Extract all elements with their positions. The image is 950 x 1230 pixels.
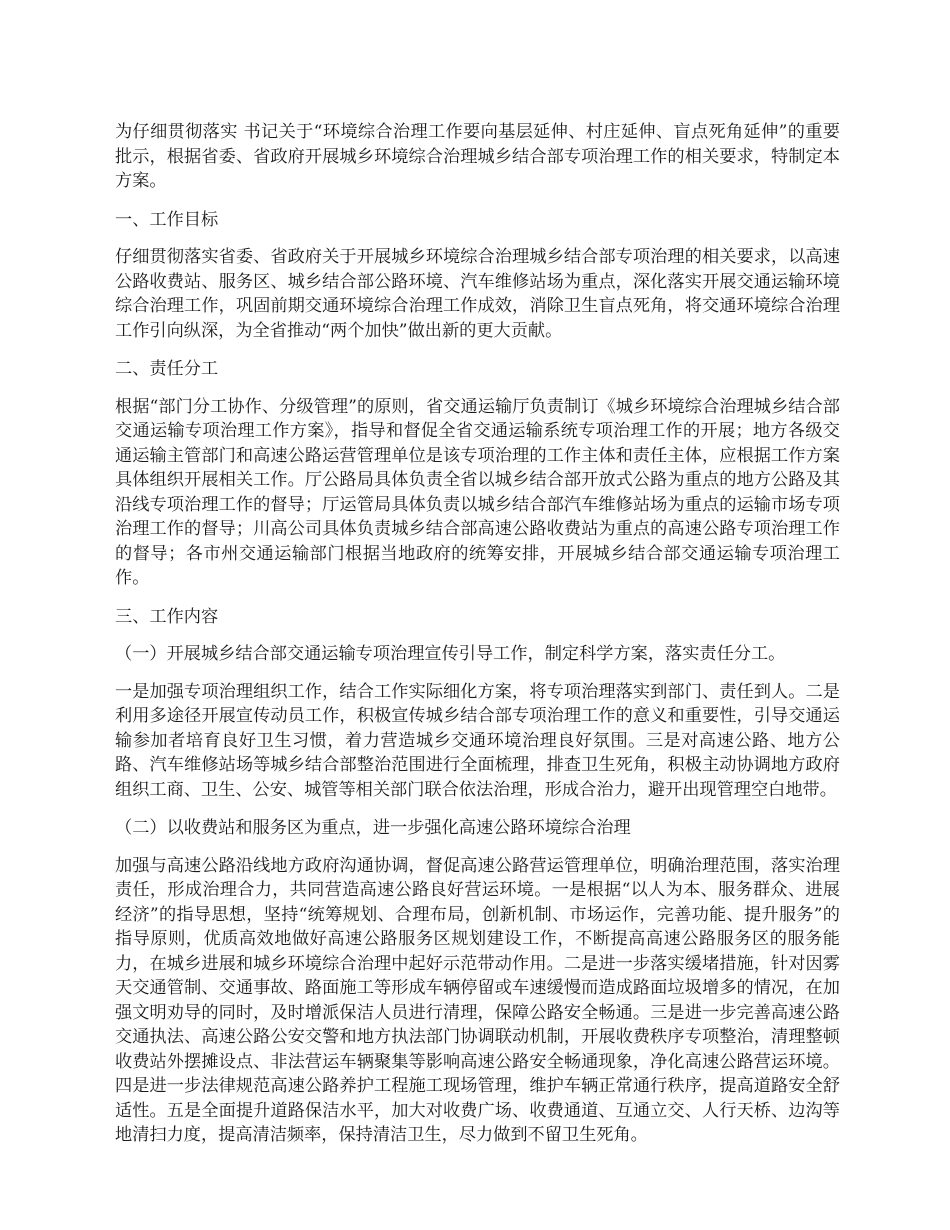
section-2-heading: 二、责任分工 <box>115 359 219 379</box>
document-page <box>115 120 840 1162</box>
subsection-2-heading: （二）以收费站和服务区为重点，进一步强化高速公路环境综合治理 <box>115 818 631 838</box>
intro-paragraph: 为仔细贯彻落实 书记关于“环境综合治理工作要向基层延伸、村庄延伸、盲点死角延伸”的重要批示，根据省委、省政府开展城乡环境综合治理城乡结合部专项治理工作的相关要求，特制定本方案。 <box>115 122 840 191</box>
section-1-heading: 一、工作目标 <box>115 209 219 230</box>
section-2-paragraph: 根据“部门分工协作、分级管理”的原则，省交通运输厅负责制订《城乡环境综合治理城乡结合部交通运输专项治理工作方案》，指导和督促全省交通运输系统专项治理工作的开展；地方各级交通运输主管部门和高速公路运营管理单位是该专项治理的工作主体和责任主体，应根据工作方案具体组织开展相关工作。厅公路局具体负责全省以城乡结合部开放式公路为重点的地方公路及其沿线专项治理工作的督导；厅运管局具体负责以城乡结合部汽车维修站场为重点的运输市场专项治理工作的督导；川高公司具体负责城乡结合部高速公路收费站为重点的高速公路专项治理工作的督导；各市州交通运输部门根据当地政府的统筹安排，开展城乡结合部交通运输专项治理工作。 <box>115 396 840 588</box>
subsection-2-paragraph: 加强与高速公路沿线地方政府沟通协调，督促高速公路营运管理单位，明确治理范围，落实治理责任，形成治理合力，共同营造高速公路良好营运环境。一是根据“以人为本、服务群众、进展经济”的指导思想，坚持“统筹规划、合理布局，创新机制、市场运作，完善功能、提升服务”的指导原则，优质高效地做好高速公路服务区规划建设工作，不断提高高速公路服务区的服务能力，在城乡进展和城乡环境综合治理中起好示范带动作用。二是进一步落实缓堵措施，针对因雾天交通管制、交通事故、路面施工等形成车辆停留或车速缓慢而造成路面垃圾增多的情况，在加强文明劝导的同时，及时增派保洁人员进行清理，保障公路安全畅通。三是进一步完善高速公路交通执法、高速公路公安交警和地方执法部门协调联动机制，开展收费秩序专项整治，清理整顿收费站外摆摊设点、非法营运车辆聚集等影响高速公路安全畅通现象，净化高速公路营运环境。四是进一步法律规范高速公路养护工程施工现场管理，维护车辆正常通行秩序，提高道路安全舒适性。五是全面提升道路保洁水平，加大对收费广场、收费通道、互通立交、人行天桥、边沟等地清扫力度，提高清洁频率，保持清洁卫生，尽力做到不留卫生死角。 <box>115 855 840 1145</box>
subsection-1-paragraph: 一是加强专项治理组织工作，结合工作实际细化方案，将专项治理落实到部门、责任到人。二是利用多途径开展宣传动员工作，积极宣传城乡结合部专项治理工作的意义和重要性，引导交通运输参加者培育良好卫生习惯，着力营造城乡交通环境治理良好氛围。三是对高速公路、地方公路、汽车维修站场等城乡结合部整治范围进行全面梳理，排查卫生死角，积极主动协调地方政府组织工商、卫生、公安、城管等相关部门联合依法治理，形成合治力，避开出现管理空白地带。 <box>115 681 840 800</box>
section-3-heading: 三、工作内容 <box>115 606 219 627</box>
subsection-1-heading: （一）开展城乡结合部交通运输专项治理宣传引导工作，制定科学方案，落实责任分工。 <box>115 644 786 664</box>
section-1-paragraph: 仔细贯彻落实省委、省政府关于开展城乡环境综合治理城乡结合部专项治理的相关要求，以高速公路收费站、服务区、城乡结合部公路环境、汽车维修站场为重点，深化落实开展交通运输环境综合治理工作，巩固前期交通环境综合治理工作成效，消除卫生盲点死角，将交通环境综合治理工作引向纵深，为全省推动“两个加快”做出新的更大贡献。 <box>115 247 840 341</box>
